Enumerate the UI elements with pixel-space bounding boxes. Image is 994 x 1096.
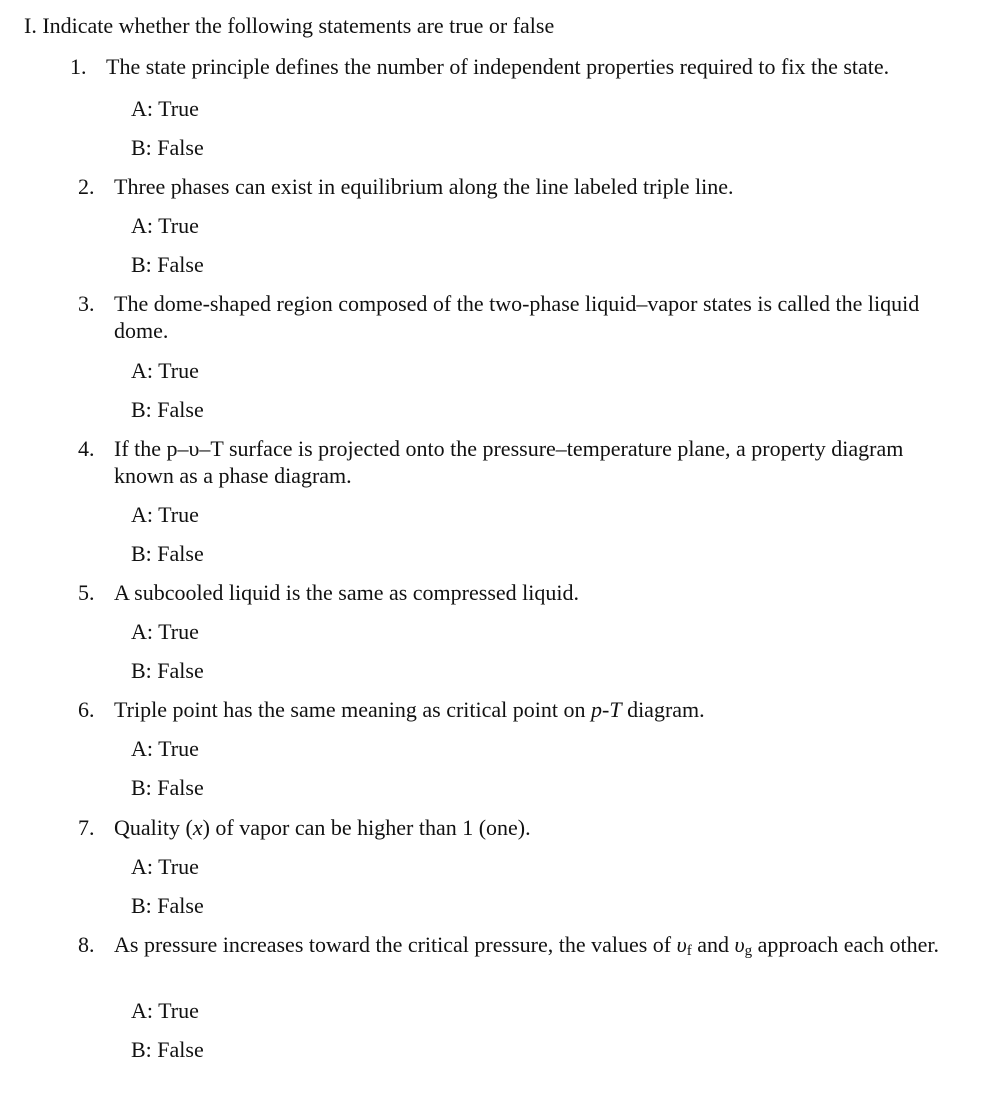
question-number: 6. [78, 697, 95, 722]
option-a-true[interactable]: A: True [131, 736, 199, 761]
option-b-false[interactable]: B: False [131, 893, 204, 918]
question-text: Quality (x) of vapor can be higher than 1 (one). [114, 815, 531, 840]
option-a-true[interactable]: A: True [131, 213, 199, 238]
option-a-true[interactable]: A: True [131, 502, 199, 527]
question-text: Three phases can exist in equilibrium along the line labeled triple line. [114, 174, 734, 199]
question-number: 5. [78, 580, 95, 605]
question-number: 8. [78, 932, 95, 957]
option-b-false[interactable]: B: False [131, 541, 204, 566]
question-number: 1. [70, 54, 87, 79]
question-text: A subcooled liquid is the same as compressed liquid. [114, 580, 579, 605]
option-a-true[interactable]: A: True [131, 854, 199, 879]
question-text: If the p–υ–T surface is projected onto the pressure–temperature plane, a property diagram known as a phase diagram. [114, 436, 904, 488]
question-text: The state principle defines the number of independent properties required to fix the state. [106, 54, 890, 79]
option-a-true[interactable]: A: True [131, 358, 199, 383]
question-number: 2. [78, 174, 95, 199]
option-b-false[interactable]: B: False [131, 135, 204, 160]
option-a-true[interactable]: A: True [131, 619, 199, 644]
option-a-true[interactable]: A: True [131, 96, 199, 121]
option-b-false[interactable]: B: False [131, 775, 204, 800]
question-number: 4. [78, 436, 95, 461]
option-b-false[interactable]: B: False [131, 1037, 204, 1062]
question-number: 3. [78, 291, 95, 316]
question-number: 7. [78, 815, 95, 840]
option-b-false[interactable]: B: False [131, 252, 204, 277]
option-b-false[interactable]: B: False [131, 397, 204, 422]
option-a-true[interactable]: A: True [131, 998, 199, 1023]
question-text: The dome-shaped region composed of the two-phase liquid–vapor states is called the liquid dome. [114, 291, 920, 343]
question-text: As pressure increases toward the critical pressure, the values of $\upsilon_f$ and $\upsilon_g$ approach each other. [114, 932, 940, 959]
option-b-false[interactable]: B: False [131, 658, 204, 683]
section-heading: I. Indicate whether the following statements are true or false [24, 13, 555, 38]
question-text: Triple point has the same meaning as critical point on p-T diagram. [114, 697, 705, 722]
